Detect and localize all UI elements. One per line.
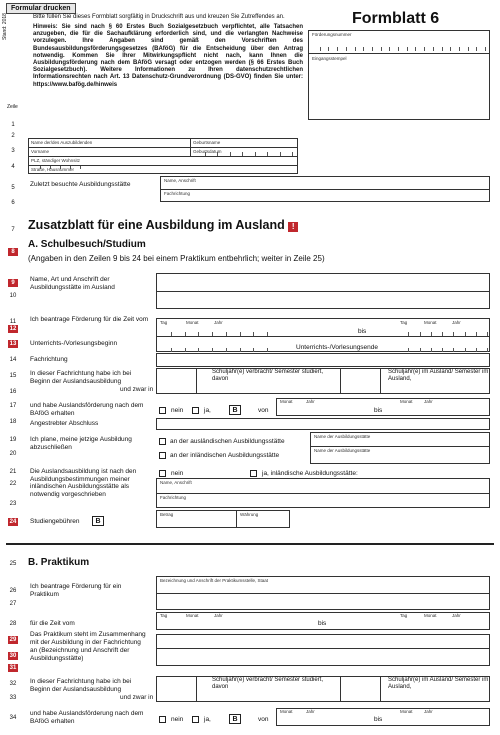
tag-label-b2: Tag xyxy=(400,613,408,618)
inl-fach-label: Fachrichtung xyxy=(160,495,187,500)
row19-label: Ich plane, meine jetzige Ausbildung abzuschließen xyxy=(30,436,132,451)
bis-label-2: bis xyxy=(374,407,383,414)
row-number: 4 xyxy=(11,164,15,170)
foerderung-nein-checkbox[interactable] xyxy=(159,407,166,414)
jahr-label: Jahr xyxy=(214,320,223,325)
row-number: 13 xyxy=(9,341,17,347)
foerderung-ja-checkbox[interactable] xyxy=(192,407,199,414)
semester-text-1: Schuljahr(e) verbracht/ Semester studiert, davon xyxy=(212,369,324,382)
row13b-label: Unterrichts-/Vorlesungsende xyxy=(296,344,379,351)
row-number: 2 xyxy=(11,133,15,139)
abschluss-inland-checkbox[interactable] xyxy=(159,452,166,459)
office-box xyxy=(308,30,490,120)
monat-label: Monat xyxy=(186,320,199,325)
name-ausb-label-2: Name der Ausbildungsstätte xyxy=(314,448,371,453)
jahr-label-3: Jahr xyxy=(306,399,315,404)
name-label: Name der/des Auszubildenden xyxy=(31,140,93,145)
bis-label: bis xyxy=(358,328,367,335)
hint-text: Hinweis: Sie sind nach § 60 Erstes Buch Sozialgesetzbuch verpflichtet, alle Tatsachen anzugeben, die für die Sachaufklärung erforderlich sind, und die verlangten Nachweise vorzulegen. Ihre Angaben sind gemäß den Vorschriften des Bundesausbildungsförderungsgesetzes (BAföG) für die Entscheidung über den Antrag notwendig. Kommen Sie Ihrer Mitwirkungspflicht nicht nach, kann Ihnen die Ausbildungsförderung nach dem BAföG versagt oder entzogen werden (§ 66 Erstes Buch Sozialgesetzbuch). Weitere Informationen zu Ihren datenschutzrechtlichen Informationsrechten nach Art. 13 Datenschutz-Grundverordnung (DS-GVO) finden Sie unter: https://www.bafög.de/hinweis xyxy=(33,24,303,88)
row-number: 34 xyxy=(9,715,17,721)
row-number: 25 xyxy=(9,561,17,567)
row-number: 11 xyxy=(9,319,17,325)
tag-label: Tag xyxy=(160,320,168,325)
row-number: 33 xyxy=(9,695,17,701)
row29-label: Das Praktikum steht im Zusammenhang mit der Ausbildung in der Fachrichtung xyxy=(30,631,146,646)
strasse-label: Straße, Hausnummer xyxy=(31,167,75,172)
tag-label-b: Tag xyxy=(160,613,168,618)
row-number: 15 xyxy=(9,373,17,379)
von-label-b: von xyxy=(258,716,269,723)
zuletzt-label: Zuletzt besuchte Ausbildungsstätte xyxy=(30,181,131,188)
monat-label-b3: Monat xyxy=(280,709,293,714)
row-number: 10 xyxy=(9,293,17,299)
row-number: 8 xyxy=(8,248,18,256)
row15-label: In dieser Fachrichtung habe ich bei Beginn der Auslandsausbildung xyxy=(30,370,132,385)
nein-label: nein xyxy=(171,407,184,414)
opt1-label: an der ausländischen Ausbildungsstätte xyxy=(170,438,285,445)
row-number: 14 xyxy=(9,357,17,363)
row-number: 29 xyxy=(9,637,17,643)
print-button[interactable]: Formular drucken xyxy=(6,3,76,14)
monat-label-3: Monat xyxy=(280,399,293,404)
tag-label-2: Tag xyxy=(400,320,408,325)
row-number: 30 xyxy=(9,653,17,659)
ja-inl-label: ja, inländische Ausbildungsstätte: xyxy=(262,470,358,477)
row-number: 24 xyxy=(9,519,17,525)
section-a-subheading: (Angaben in den Zeilen 9 bis 24 bei einem Praktikum entbehrlich; weiter in Zeile 25) xyxy=(28,254,325,263)
row-number: 3 xyxy=(11,148,15,154)
semester-text-b2: Schuljahr(e) im Ausland/ Semester im Ausland, xyxy=(388,677,489,690)
geburtsdatum-label: Geburtsdatum xyxy=(193,149,222,154)
row-number: 28 xyxy=(9,621,17,627)
row-number: 19 xyxy=(9,437,17,443)
vorname-label: Vorname xyxy=(31,149,50,154)
semester-text-2: Schuljahr(e) im Ausland/ Semester im Ausland, xyxy=(388,369,489,382)
row-number: 26 xyxy=(9,588,17,594)
row-number: 18 xyxy=(9,419,17,425)
section-b-heading: B. Praktikum xyxy=(28,557,90,568)
geburtsdatum-field[interactable] xyxy=(193,152,293,156)
row-number: 17 xyxy=(9,403,17,409)
abschluss-field[interactable] xyxy=(156,418,490,430)
zusammenhang-box[interactable] xyxy=(156,634,490,666)
b-badge-3: B xyxy=(229,714,241,724)
bis-label-b3: bis xyxy=(374,716,383,723)
inl-name-label: Name, Anschrift xyxy=(160,480,192,485)
monat-label-2: Monat xyxy=(424,320,437,325)
jahr-label-b4: Jahr xyxy=(424,709,433,714)
alert-icon: ! xyxy=(288,222,298,232)
foerderungsnummer-label: Förderungsnummer xyxy=(312,32,352,37)
row14-label: Fachrichtung xyxy=(30,356,68,363)
row26-label: Ich beantrage Förderung für ein Praktikum xyxy=(30,583,122,598)
row-number: 6 xyxy=(11,200,15,206)
monat-label-b2: Monat xyxy=(424,613,437,618)
notwendig-ja-checkbox[interactable] xyxy=(250,470,257,477)
row21-label: Die Auslandsausbildung ist nach den Ausbildungsbestimmungen meiner inländischen Ausbildungsstätte als notwendig vorgeschrieben xyxy=(30,468,137,498)
jahr-label-b2: Jahr xyxy=(452,613,461,618)
date-to-field[interactable] xyxy=(398,332,488,336)
row-number: 16 xyxy=(9,389,17,395)
b-badge: B xyxy=(229,405,241,415)
section-a-heading: A. Schulbesuch/Studium xyxy=(28,239,146,250)
bez-label: Bezeichnung und Anschrift der Praktikumsstelle, Staat xyxy=(160,578,269,583)
page-title: Zusatzblatt für eine Ausbildung im Ausland ! xyxy=(28,218,298,232)
nein-label-2: nein xyxy=(171,470,184,477)
row-number: 23 xyxy=(9,501,17,507)
opt2-label: an der inländischen Ausbildungsstätte xyxy=(170,452,280,459)
form-title: Formblatt 6 xyxy=(352,10,440,27)
zuletzt-name-label: Name, Anschrift xyxy=(164,178,196,183)
row13-label: Unterrichts-/Vorlesungsbeginn xyxy=(30,340,118,347)
geburtsname-label: Geburtsname xyxy=(193,140,221,145)
row17-label: und habe Auslandsförderung nach dem BAföG erhalten xyxy=(30,402,144,417)
monat-label-4: Monat xyxy=(400,399,413,404)
b-ja-checkbox[interactable] xyxy=(192,716,199,723)
row11-label: Ich beantrage Förderung für die Zeit vom xyxy=(30,316,149,323)
zeile-label: Zeile xyxy=(7,104,18,110)
row32-label: In dieser Fachrichtung habe ich bei Beginn der Auslandsausbildung xyxy=(30,678,132,693)
row28-label: für die Zeit vom xyxy=(30,620,75,627)
waehrung-label: Währung xyxy=(240,512,259,517)
eingangsstempel-label: Eingangsstempel xyxy=(312,56,347,61)
monat-label-b4: Monat xyxy=(400,709,413,714)
name-ausb-label: Name der Ausbildungsstätte xyxy=(314,434,371,439)
row-number: 31 xyxy=(9,665,17,671)
nein-label-b: nein xyxy=(171,716,184,723)
row16-label: und zwar in xyxy=(120,386,154,393)
notwendig-nein-checkbox[interactable] xyxy=(159,470,166,477)
row33-label: und zwar in xyxy=(120,694,154,701)
plz-label: PLZ, ständiger Wohnsitz xyxy=(31,158,80,163)
row-number: 12 xyxy=(9,326,17,332)
semester-text-b1: Schuljahr(e) verbracht/ Semester studiert, davon xyxy=(212,677,324,690)
intro-text: Bitte füllen Sie dieses Formblatt sorgfältig in Druckschrift aus und kreuzen Sie Zutreffendes an. xyxy=(33,14,285,20)
row-number: 21 xyxy=(9,469,17,475)
stand-label: Stand: 2018 xyxy=(2,13,8,40)
row-number: 5 xyxy=(11,185,15,191)
jahr-label-b: Jahr xyxy=(214,613,223,618)
foerderungsnummer-field[interactable] xyxy=(312,47,486,51)
jahr-label-2: Jahr xyxy=(452,320,461,325)
row30-label: an (Bezeichnung und Anschrift der Ausbildungsstätte) xyxy=(30,647,130,662)
vorlesungsbeginn-field[interactable] xyxy=(158,348,268,352)
vorlesungsende-field[interactable] xyxy=(398,348,488,352)
jahr-label-4: Jahr xyxy=(424,399,433,404)
von-label: von xyxy=(258,407,269,414)
monat-label-b: Monat xyxy=(186,613,199,618)
row9-label: Name, Art und Anschrift der Ausbildungsstätte im Ausland xyxy=(30,276,115,291)
row34-label: und habe Auslandsförderung nach dem BAföG erhalten xyxy=(30,710,144,725)
row-number: 9 xyxy=(8,279,18,287)
b-nein-checkbox[interactable] xyxy=(159,716,166,723)
fachrichtung-field[interactable] xyxy=(156,353,490,367)
row24-label: Studiengebühren xyxy=(30,518,80,525)
bis-label-b: bis xyxy=(318,620,327,627)
date-from-field[interactable] xyxy=(158,332,268,336)
jahr-label-b3: Jahr xyxy=(306,709,315,714)
row-number: 32 xyxy=(9,681,17,687)
row18-label: Angestrebter Abschluss xyxy=(30,420,99,427)
row-number: 1 xyxy=(11,122,15,128)
b-badge-2: B xyxy=(92,516,104,526)
ja-label-b: ja, xyxy=(204,716,211,723)
zuletzt-fachrichtung-label: Fachrichtung xyxy=(164,191,191,196)
ja-label: ja, xyxy=(204,407,211,414)
row-number: 22 xyxy=(9,481,17,487)
row-number: 7 xyxy=(11,227,15,233)
betrag-label: Betrag xyxy=(160,512,174,517)
abschluss-ausland-checkbox[interactable] xyxy=(159,438,166,445)
row-number: 27 xyxy=(9,601,17,607)
row-number: 20 xyxy=(9,451,17,457)
